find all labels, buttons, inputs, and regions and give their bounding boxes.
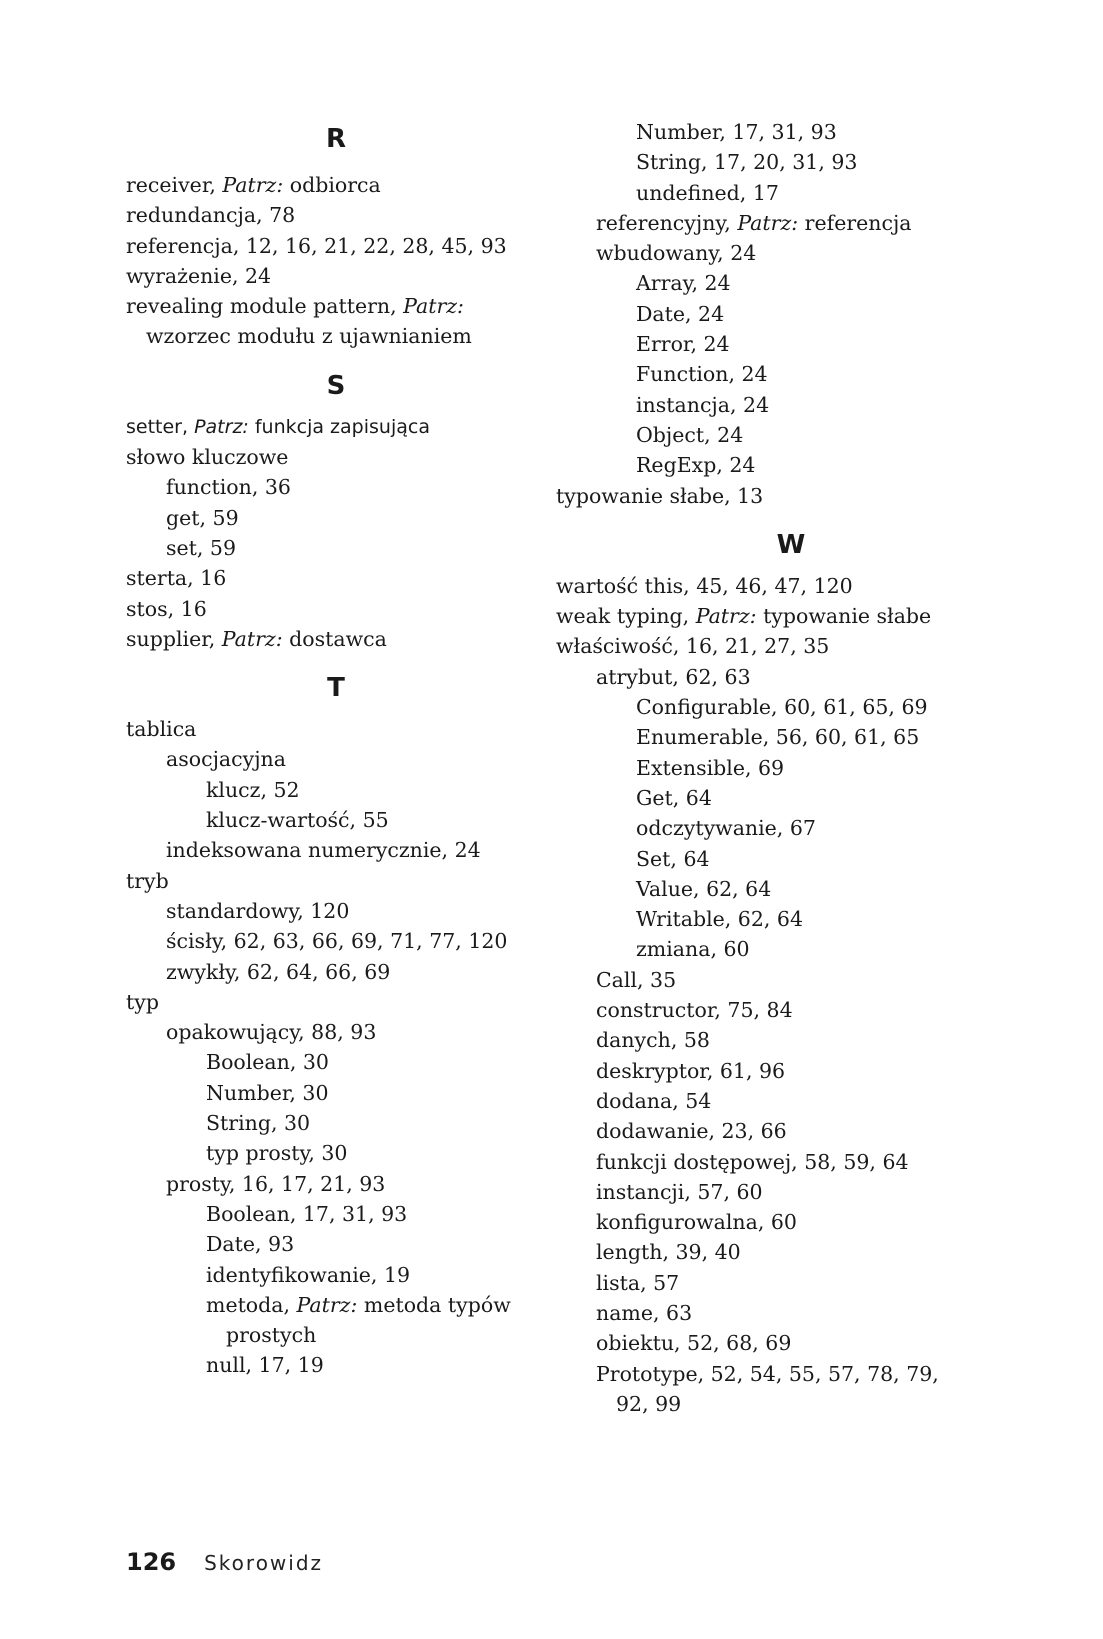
running-footer-title: Skorowidz — [204, 1551, 324, 1575]
index-subentry: opakowujący, 88, 93 — [166, 1020, 377, 1045]
index-subsubentry: Date, 24 — [636, 301, 725, 326]
index-entry: słowo kluczowe — [126, 445, 289, 470]
index-subentry: ścisły, 62, 63, 66, 69, 71, 77, 120 — [166, 929, 508, 954]
index-entry: weak typing, Patrz: typowanie słabe — [556, 604, 932, 629]
index-subsubentry: identyfikowanie, 19 — [206, 1262, 411, 1287]
index-subsubentry: Configurable, 60, 61, 65, 69 — [636, 695, 928, 720]
index-subentry: Prototype, 52, 54, 55, 57, 78, 79, — [596, 1361, 939, 1386]
section-heading-w: W — [776, 529, 806, 560]
index-subentry: funkcji dostępowej, 58, 59, 64 — [596, 1149, 909, 1174]
index-subentry: indeksowana numerycznie, 24 — [166, 838, 481, 863]
index-subsubentry: Error, 24 — [636, 332, 730, 357]
index-subentry: set, 59 — [166, 535, 237, 560]
index-subsubentry: odczytywanie, 67 — [636, 816, 816, 841]
page-number: 126 — [126, 1548, 177, 1576]
index-entry: stos, 16 — [126, 596, 207, 621]
index-subentry: get, 59 — [166, 505, 239, 530]
index-subsubentry: RegExp, 24 — [636, 453, 756, 478]
index-entry-continuation: wzorzec modułu z ujawnianiem — [146, 324, 472, 349]
section-heading-r: R — [325, 124, 347, 154]
index-subentry: standardowy, 120 — [166, 898, 350, 923]
index-entry: revealing module pattern, Patrz: — [126, 294, 464, 319]
index-subsubentry: typ prosty, 30 — [206, 1141, 348, 1166]
index-subentry: danych, 58 — [596, 1028, 710, 1053]
index-entry: supplier, Patrz: dostawca — [126, 626, 387, 651]
index-subentry: Call, 35 — [596, 967, 677, 992]
index-subentry: asocjacyjna — [166, 747, 286, 772]
index-subentry: referencyjny, Patrz: referencja — [596, 210, 912, 235]
index-entry: wartość this, 45, 46, 47, 120 — [556, 573, 853, 598]
index-subentry: obiektu, 52, 68, 69 — [596, 1331, 792, 1356]
index-subentry: prosty, 16, 17, 21, 93 — [166, 1171, 386, 1196]
index-subentry: length, 39, 40 — [596, 1240, 741, 1265]
index-subsubentry: String, 30 — [206, 1111, 311, 1136]
index-subsubentry: Set, 64 — [636, 846, 710, 871]
index-entry: redundancja, 78 — [126, 203, 296, 228]
index-subsubentry: undefined, 17 — [636, 180, 779, 205]
index-subsubentry: Object, 24 — [636, 422, 744, 447]
index-subsubentry: Extensible, 69 — [636, 755, 785, 780]
index-subsubentry: Boolean, 17, 31, 93 — [206, 1201, 408, 1226]
index-subsubentry: metoda, Patrz: metoda typów — [206, 1292, 511, 1317]
index-subentry: lista, 57 — [596, 1270, 680, 1295]
index-subsubentry: Value, 62, 64 — [636, 876, 772, 901]
index-subsubentry: Enumerable, 56, 60, 61, 65 — [636, 725, 920, 750]
section-heading-t: T — [327, 673, 345, 704]
index-subsubentry: Writable, 62, 64 — [636, 907, 804, 932]
index-subentry: zwykły, 62, 64, 66, 69 — [166, 959, 391, 984]
index-subsubentry: Function, 24 — [636, 362, 768, 387]
index-entry: tryb — [126, 868, 169, 893]
index-subentry: function, 36 — [166, 475, 291, 500]
section-heading-s: S — [326, 370, 346, 401]
index-entry: właściwość, 16, 21, 27, 35 — [556, 634, 830, 659]
index-subentry: instancji, 57, 60 — [596, 1179, 763, 1204]
index-entry: referencja, 12, 16, 21, 22, 28, 45, 93 — [126, 233, 507, 258]
page-footer — [126, 1548, 323, 1576]
index-column-left — [126, 117, 546, 1381]
index-subsubentry: Array, 24 — [636, 271, 731, 296]
index-subsubentry: String, 17, 20, 31, 93 — [636, 150, 858, 175]
index-subentry: dodana, 54 — [596, 1088, 712, 1113]
index-subsubentry: Number, 17, 31, 93 — [636, 120, 837, 144]
index-subentry: name, 63 — [596, 1300, 693, 1325]
index-subentry: atrybut, 62, 63 — [596, 664, 751, 689]
index-subentry: wbudowany, 24 — [596, 241, 757, 266]
index-subentry: constructor, 75, 84 — [596, 998, 793, 1023]
index-entry: setter, Patrz: funkcja zapisująca — [126, 415, 430, 438]
index-subentry: dodawanie, 23, 66 — [596, 1119, 787, 1144]
index-subentry: deskryptor, 61, 96 — [596, 1058, 786, 1083]
index-entry: wyrażenie, 24 — [126, 263, 272, 288]
index-subsubentry: klucz-wartość, 55 — [206, 808, 389, 833]
index-subsubentry: Boolean, 30 — [206, 1050, 329, 1075]
index-entry: sterta, 16 — [126, 566, 227, 591]
index-subsubentry: Date, 93 — [206, 1232, 295, 1257]
index-subsubentry: zmiana, 60 — [636, 937, 750, 962]
index-subsubentry: Number, 30 — [206, 1080, 329, 1105]
index-entry: receiver, Patrz: odbiorca — [126, 173, 381, 197]
index-subsubentry: null, 17, 19 — [206, 1353, 324, 1378]
index-column-right — [556, 117, 1026, 1419]
index-entry-continuation: prostych — [226, 1323, 317, 1348]
index-entry: typowanie słabe, 13 — [556, 483, 764, 508]
index-subsubentry: Get, 64 — [636, 785, 712, 810]
index-subsubentry: klucz, 52 — [206, 777, 300, 802]
index-subsubentry: instancja, 24 — [636, 392, 770, 417]
index-entry: typ — [126, 989, 159, 1014]
index-entry: tablica — [126, 717, 197, 742]
index-entry-continuation: 92, 99 — [616, 1391, 682, 1416]
index-subentry: konfigurowalna, 60 — [596, 1210, 797, 1235]
